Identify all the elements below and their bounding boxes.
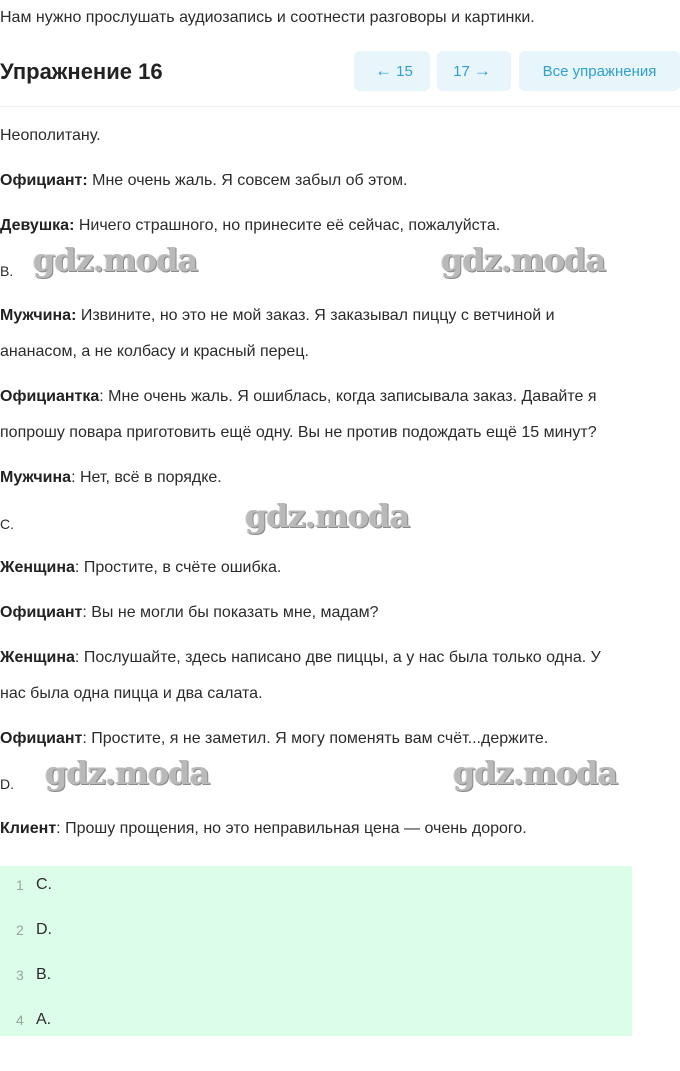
dialog-line: Неополитану. (0, 127, 101, 144)
watermark-logo: gdz.moda (441, 241, 606, 279)
watermark-logo: gdz.moda (33, 241, 198, 279)
all-exercises-button[interactable]: Все упражнения (519, 51, 680, 91)
next-exercise-label: 17 (453, 62, 470, 80)
page-title: Упражнение 16 (0, 59, 163, 84)
answer-value: C. (36, 876, 52, 893)
answer-value: A. (36, 1011, 52, 1028)
exercise-header (0, 50, 680, 106)
dialog-line: Официант: Мне очень жаль. Я совсем забыл об этом. (0, 172, 408, 189)
speaker-name: Официант (0, 604, 83, 621)
speaker-name: Девушка (0, 217, 70, 234)
picture-label-d: D. (0, 776, 14, 792)
answer-number: 3 (16, 967, 24, 983)
speaker-name: Мужчина (0, 469, 72, 486)
dialog-line: Женщина: Послушайте, здесь написано две пиццы, а у нас была только одна. У (0, 649, 601, 666)
dialog-line: Мужчина: Извините, но это не мой заказ. Я заказывал пиццу с ветчиной и (0, 307, 555, 324)
speaker-name: Клиент (0, 820, 57, 837)
answer-number: 4 (16, 1012, 24, 1028)
answer-number: 2 (16, 922, 24, 938)
intro-text: Нам нужно прослушать аудиозапись и соотнести разговоры и картинки. (0, 9, 535, 26)
dialog-line: Девушка: Ничего страшного, но принесите её сейчас, пожалуйста. (0, 217, 501, 234)
answer-value: D. (36, 921, 52, 938)
answers-block (0, 866, 632, 1036)
speaker-name: Официантка (0, 388, 100, 405)
watermark-logo: gdz.moda (245, 497, 410, 535)
next-exercise-button[interactable] (437, 51, 511, 91)
speaker-name: Официант (0, 730, 83, 747)
header-divider (0, 106, 680, 107)
dialog-line: Женщина: Простите, в счёте ошибка. (0, 559, 282, 576)
dialog-line: Официант: Вы не могли бы показать мне, мадам? (0, 604, 379, 621)
answer-value: B. (36, 966, 52, 983)
speaker-name: Мужчина (0, 307, 72, 324)
dialog-line: Официант: Простите, я не заметил. Я могу поменять вам счёт...держите. (0, 730, 549, 747)
speaker-name: Официант (0, 172, 83, 189)
picture-label-b: B. (0, 263, 14, 279)
prev-exercise-label: 15 (396, 62, 413, 80)
speaker-name: Женщина (0, 649, 75, 666)
dialog-line: нас была одна пицца и два салата. (0, 685, 263, 702)
arrow-left-icon: ← (375, 61, 393, 80)
dialog-line: попрошу повара приготовить ещё одну. Вы не против подождать ещё 15 минут? (0, 424, 597, 441)
prev-exercise-button[interactable] (354, 51, 430, 91)
answer-number: 1 (16, 877, 24, 893)
dialog-line: ананасом, а не колбасу и красный перец. (0, 343, 309, 360)
picture-label-c: C. (0, 516, 14, 532)
dialog-line: Мужчина: Нет, всё в порядке. (0, 469, 222, 486)
arrow-right-icon: → (473, 61, 491, 80)
watermark-logo: gdz.moda (45, 754, 210, 792)
speaker-name: Женщина (0, 559, 75, 576)
dialog-line: Официантка: Мне очень жаль. Я ошиблась, когда записывала заказ. Давайте я (0, 388, 597, 405)
dialog-line: Клиент: Прошу прощения, но это неправильная цена — очень дорого. (0, 820, 527, 837)
watermark-logo: gdz.moda (453, 754, 618, 792)
